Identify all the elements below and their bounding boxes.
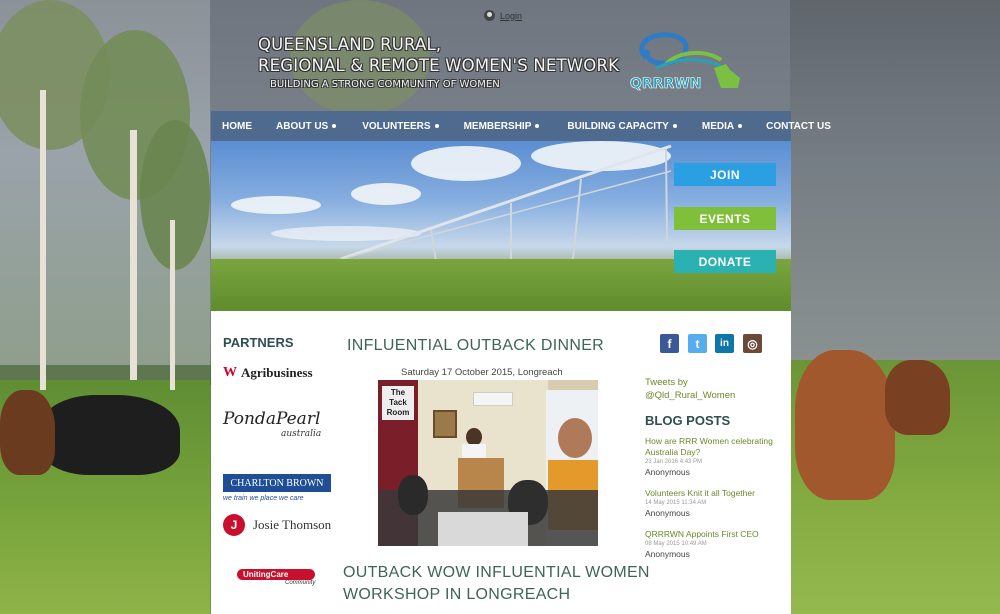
partner-charlton-brown-name: CHARLTON BROWN xyxy=(223,474,331,492)
post-title-line2: WORKSHOP IN LONGREACH xyxy=(343,586,571,603)
dropdown-dot-icon xyxy=(435,124,439,128)
partner-pondapearl-logo[interactable] xyxy=(223,409,321,439)
cow-black xyxy=(40,395,180,475)
blog-post-title[interactable]: QRRRWN Appoints First CEO xyxy=(645,529,759,539)
twitter-icon[interactable]: t xyxy=(688,334,707,353)
blog-post-date: 08 May 2015 10:49 AM xyxy=(645,541,707,547)
dropdown-dot-icon xyxy=(535,124,539,128)
blog-post-title[interactable]: Volunteers Knit it all Together xyxy=(645,488,755,498)
partner-charlton-brown-sub: we train we place we care xyxy=(223,495,304,502)
blog-post-title[interactable]: How are RRR Women celebrating Australia Day? xyxy=(645,436,773,457)
tweets-by-link[interactable]: Tweets by @Qld_Rural_Women xyxy=(645,377,736,401)
nav-media[interactable] xyxy=(702,111,742,141)
blog-post-author: Anonymous xyxy=(645,549,690,559)
site-title-line2: REGIONAL & REMOTE WOMEN'S NETWORK xyxy=(258,56,620,75)
blog-posts-heading: BLOG POSTS xyxy=(645,413,731,428)
partner-agribusiness-name: Agribusiness xyxy=(241,365,313,380)
post-date: Saturday 17 October 2015, Longreach xyxy=(401,367,563,378)
nav-membership-label: MEMBERSHIP xyxy=(463,120,532,132)
donate-button[interactable]: DONATE xyxy=(674,250,776,273)
blog-post xyxy=(645,529,785,560)
josie-thomson-badge-icon: J xyxy=(223,514,245,536)
nav-contact-us[interactable] xyxy=(766,111,831,141)
join-button[interactable]: JOIN xyxy=(674,163,776,186)
login-link[interactable] xyxy=(484,10,522,21)
user-icon xyxy=(484,10,495,21)
blog-post-author: Anonymous xyxy=(645,467,690,477)
partners-heading: PARTNERS xyxy=(223,335,294,350)
partner-josie-thomson-name: Josie Thomson xyxy=(253,517,332,532)
nav-volunteers-label: VOLUNTEERS xyxy=(362,120,431,132)
nav-home-label: HOME xyxy=(222,120,252,132)
partner-agribusiness-logo[interactable] xyxy=(223,365,313,381)
partner-josie-thomson-logo[interactable] xyxy=(223,514,331,536)
partner-unitingcare-sub: Community xyxy=(285,580,316,586)
site-tagline: BUILDING A STRONG COMMUNITY OF WOMEN xyxy=(270,79,500,90)
nav-building-capacity-label: BUILDING CAPACITY xyxy=(567,120,669,132)
blog-post xyxy=(645,488,785,519)
blog-post-author: Anonymous xyxy=(645,508,690,518)
dropdown-dot-icon xyxy=(332,124,336,128)
linkedin-icon[interactable]: in xyxy=(715,334,734,353)
blog-post-date: 23 Jan 2016 4:43 PM xyxy=(645,459,703,465)
nav-contact-us-label: CONTACT US xyxy=(766,120,831,132)
logo-text: QRRRWN xyxy=(630,76,702,92)
blog-post xyxy=(645,436,785,478)
facebook-icon[interactable]: f xyxy=(660,334,679,353)
main-nav xyxy=(211,111,831,141)
nav-volunteers[interactable] xyxy=(362,111,438,141)
partner-unitingcare-name: UnitingCare xyxy=(237,569,315,580)
background-sky-right xyxy=(790,0,1000,360)
post-title-outback-wow[interactable] xyxy=(343,562,650,606)
partner-unitingcare-logo[interactable] xyxy=(237,569,315,586)
post-title-influential-dinner[interactable]: INFLUENTIAL OUTBACK DINNER xyxy=(347,337,605,354)
site-title-line1: QUEENSLAND RURAL, xyxy=(258,35,442,54)
qrrrwn-logo[interactable] xyxy=(626,28,744,96)
dropdown-dot-icon xyxy=(738,124,742,128)
event-photo[interactable] xyxy=(378,380,598,546)
nav-building-capacity[interactable] xyxy=(567,111,676,141)
post-title-line1: OUTBACK WOW INFLUENTIAL WOMEN xyxy=(343,564,650,581)
partner-charlton-brown-logo[interactable] xyxy=(223,474,331,502)
content-panel xyxy=(211,311,791,614)
cow-brown xyxy=(795,350,895,500)
nav-media-label: MEDIA xyxy=(701,120,735,132)
cow-brown xyxy=(885,360,950,435)
cow-brown xyxy=(0,390,55,475)
blog-post-date: 14 May 2015 11:34 AM xyxy=(645,500,707,506)
dropdown-dot-icon xyxy=(673,124,677,128)
nav-membership[interactable] xyxy=(464,111,540,141)
partner-pondapearl-name: PondaPearl xyxy=(223,409,321,429)
tack-room-sign: The Tack Room xyxy=(382,386,414,420)
events-button[interactable]: EVENTS xyxy=(674,207,776,230)
nav-about-us[interactable] xyxy=(276,111,336,141)
nav-home[interactable] xyxy=(222,111,252,141)
westpac-w-icon: W xyxy=(223,365,237,380)
partner-pondapearl-sub: australia xyxy=(281,429,322,439)
nav-about-us-label: ABOUT US xyxy=(276,120,329,132)
site-title[interactable] xyxy=(258,34,619,76)
login-label: Login xyxy=(500,10,523,21)
instagram-icon[interactable]: ◎ xyxy=(743,334,762,353)
